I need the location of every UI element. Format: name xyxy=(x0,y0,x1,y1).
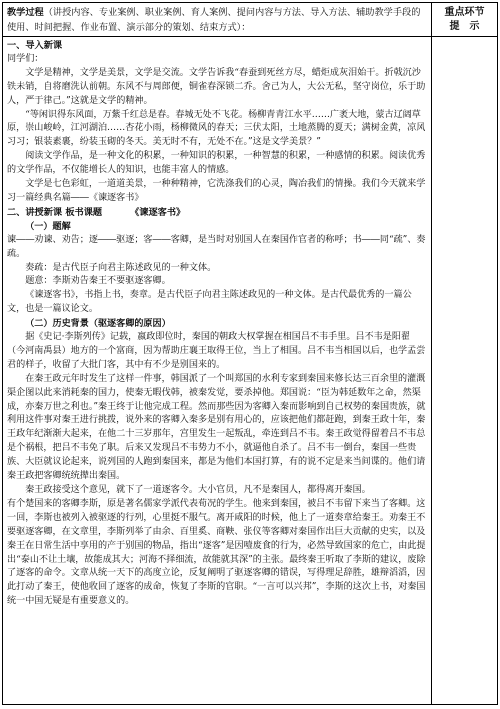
paragraph: 《谏逐客书》，书指上书，奏章。是古代臣子向君主陈述政见的一种文体。是古代最优秀的一篇公文，也是一篇议论文。 xyxy=(7,290,412,315)
lecture-heading-text: 二、讲授新课 板书课题 xyxy=(7,206,103,218)
subsection-heading: （二）历史背景（驱逐客卿的原因） xyxy=(25,318,171,330)
lesson-plan-table xyxy=(2,2,498,705)
table-header-cell xyxy=(3,3,431,37)
paragraph: 在秦王政元年时发生了这样一件事，韩国派了一个叫郑国的水利专家到秦国来修长达三百余里的灌溉渠企图以此来消耗秦的国力，使秦无暇伐韩，被秦发觉，要杀掉他。郑国说：“臣为韩延数年之命，然渠成，亦秦万世之利也。”秦王终于让他完成工程。然而那些因为客卿入秦而影响到自己权势的秦国贵族，就利用这件事对秦王进行挑拨，说外来的客卿入秦多是别有用心的，应该把他们都赶跑，到秦王政十年，秦王政年纪渐渐大起来，在他二十三岁那年，宫里发生一起叛乱，牵连到吕不韦。秦王政觉得留着吕不韦总是个祸根，把吕不韦免了职。后来又发现吕不韦势力不小，就逼他自杀了。吕不韦一倒台，秦国一些贵族、大臣就议论起来，说列国的人跑到秦国来，都是为他们本国打算，有的说不定是来当间谍的。他们请秦王政把客卿统统撵出秦国。 xyxy=(7,373,426,482)
header-text: （讲授内容、专业案例、职业案例、育人案例、提问内容与方法、导入方法、辅助教学手段的使用、时间把握、作业布置、演示部分的策划、结束方式）： xyxy=(7,7,421,33)
sidebar-title-line1: 重点环节 xyxy=(444,7,485,18)
lecture-title: 《谏逐客书》 xyxy=(130,206,186,218)
column-divider xyxy=(431,3,432,704)
paragraph: 文学是七色彩虹，一道道美景，一种种精神，它洗涤我们的心灵，陶冶我们的情操。我们今天就来学习一篇经典名篇――《谏逐客书》 xyxy=(7,179,426,203)
paragraph: 据《史记·李斯列传》记载，嬴政即位时，秦国的朝政大权掌握在相国吕不韦手里。吕不韦是阳翟（今河南禹县）地方的一个富商，因为帮助庄襄王取得王位，当上了相国。吕不韦当相国以后，也学孟尝君的样子，收留了大批门客，其中有不少是别国来的。 xyxy=(7,332,426,370)
paragraph: 阅读文学作品，是一种文化的积累，一种知识的积累，一种智慧的积累，一种感情的积累。阅读优秀的文学作品，不仅能增长人的知识，也能丰富人的情感。 xyxy=(7,151,426,176)
paragraph: 奏疏：是古代臣子向君主陈述政见的一种文体。 xyxy=(25,262,217,273)
paragraph: 题意：李斯劝告秦王不要驱逐客卿。 xyxy=(25,276,171,287)
paragraph: “等闲识得东风面，万紫千红总是春。春城无处不飞花。杨柳青青江水平……广袤大地，蒙古辽阔草原，崇山峻岭，江河湖泊……杏花小雨，杨柳微风的春天；三伏太阳，土地蒸腾的夏天；满树金黄，凉风习习；银装素裹，纷装玉砌的冬天。美无时不有，无处不在。”这是文学美景？” xyxy=(7,109,426,148)
paragraph: 同学们： xyxy=(7,53,44,64)
subsection-heading: （一）题解 xyxy=(25,220,71,232)
section-heading-lecture xyxy=(7,206,427,220)
paragraph: 谏――劝谏、劝告；逐――驱逐；客――客卿，是当时对别国人在秦国作官者的称呼；书――同“疏”、奏疏。 xyxy=(7,234,426,259)
section-heading-intro: 一、导入新课 xyxy=(7,40,63,51)
sidebar-header-cell xyxy=(432,3,497,37)
header-label: 教学过程 xyxy=(7,7,44,18)
paragraph: 有个楚国来的客卿李斯，原是著名儒家学派代表荀况的学生。他来到秦国，被吕不韦留下来当了客卿。这一回，李斯也被列入被驱逐的行列，心里挺不服气。离开咸阳的时候，他上了一道奏章给秦王。劝秦王不要驱逐客卿，在文章里，李斯列举了由余、百里奚、商鞅、张仪等客卿对秦国作出巨大贡献的史实，以及秦王在日常生活中享用的产于别国的物品，指出“逐客”是因噎废食的行为，必然导致国家的危亡，由此提出“泰山不让土壤，故能成其大；河海不择细流，故能就其深”的主张。最终秦王听取了李斯的建议，废除了逐客的命令。文章从统一天下的高度立论，反复阐明了驱逐客卿的错误，写得理足辞胜，雄辩滔滔，因此打动了秦王，使他收回了逐客的成命，恢复了李斯的官职。“一言可以兴邦”，李斯的这次上书，对秦国统一中国无疑是有重要意义的。 xyxy=(7,498,426,607)
paragraph: 文学是精神，文学是美景，文学是交流。文学告诉我“春蚕到死丝方尽，蜡炬成灰泪始干。折戟沉沙铁未销，自将磨洗认前朝。东风不与周郎便，铜雀春深锁二乔。舍己为人，大公无私，坚守岗位，乐于助人，严于律己。”这就是文学的精神。 xyxy=(7,67,426,106)
main-content xyxy=(3,39,431,609)
paragraph: 秦王政接受这个意见，就下了一道逐客令。大小官员，凡不是秦国人，都得离开秦国。 xyxy=(25,485,371,495)
sidebar-title-line2: 提 示 xyxy=(449,21,480,32)
